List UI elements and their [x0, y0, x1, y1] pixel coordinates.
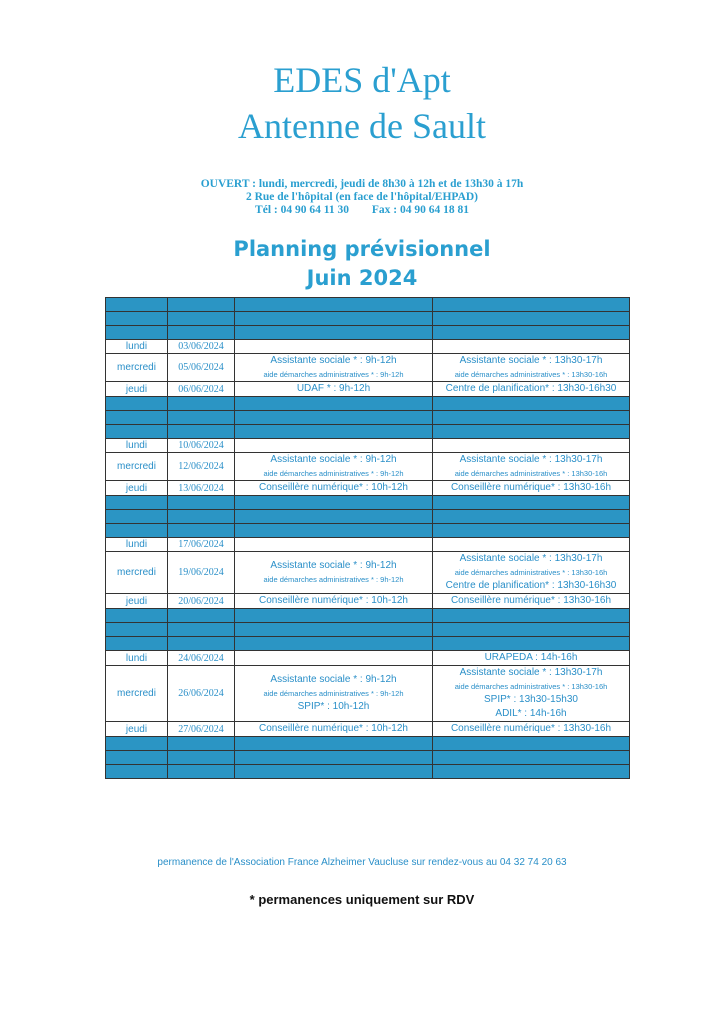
permanence-entry: Assistante sociale * : 9h-12h: [270, 560, 397, 571]
band-cell: [168, 326, 235, 340]
date-cell: 06/06/2024: [168, 382, 235, 397]
schedule-row: [106, 354, 630, 382]
band-cell: [433, 411, 630, 425]
date-cell: 05/06/2024: [168, 354, 235, 382]
band-cell: [106, 312, 168, 326]
band-cell: [106, 765, 168, 779]
band-cell: [433, 737, 630, 751]
band-cell: [168, 524, 235, 538]
day-cell: lundi: [106, 538, 168, 552]
band-cell: [168, 510, 235, 524]
band-cell: [235, 524, 433, 538]
band-cell: [235, 411, 433, 425]
separator-band: [106, 765, 630, 779]
afternoon-cell: [433, 340, 630, 354]
band-cell: [106, 637, 168, 651]
permanence-entry: SPIP* : 13h30-15h30: [484, 694, 578, 705]
band-cell: [433, 609, 630, 623]
band-cell: [235, 623, 433, 637]
contact-line: [0, 204, 724, 217]
morning-cell: [235, 354, 433, 382]
separator-band: [106, 751, 630, 765]
date-cell: 13/06/2024: [168, 481, 235, 496]
alzheimer-note: permanence de l'Association France Alzheimer Vaucluse sur rendez-vous au 04 32 74 20 63: [157, 857, 567, 868]
schedule-row: [106, 552, 630, 594]
permanence-entry: Conseillère numérique* : 10h-12h: [259, 595, 408, 606]
band-cell: [235, 397, 433, 411]
separator-band: [106, 326, 630, 340]
band-cell: [235, 298, 433, 312]
separator-band: [106, 411, 630, 425]
permanence-entry: Conseillère numérique* : 10h-12h: [259, 723, 408, 734]
band-cell: [168, 737, 235, 751]
address: 2 Rue de l'hôpital (en face de l'hôpital/EHPAD): [245, 191, 479, 203]
day-cell: jeudi: [106, 382, 168, 397]
rdv-note: * permanences uniquement sur RDV: [249, 892, 475, 907]
day-cell: jeudi: [106, 481, 168, 496]
permanence-entry: aide démarches administratives * : 13h30-16h: [454, 469, 608, 478]
separator-band: [106, 623, 630, 637]
fax-number: Fax : 04 90 64 18 81: [371, 204, 469, 216]
afternoon-cell: [433, 651, 630, 666]
band-cell: [106, 524, 168, 538]
schedule-row: [106, 651, 630, 666]
schedule-row: [106, 453, 630, 481]
day-cell: jeudi: [106, 594, 168, 609]
date-cell: 19/06/2024: [168, 552, 235, 594]
planning-title: Planning prévisionnel: [233, 237, 491, 261]
band-cell: [433, 637, 630, 651]
date-cell: 17/06/2024: [168, 538, 235, 552]
band-cell: [235, 312, 433, 326]
date-cell: 10/06/2024: [168, 439, 235, 453]
morning-cell: [235, 722, 433, 737]
band-cell: [235, 609, 433, 623]
afternoon-cell: [433, 722, 630, 737]
band-cell: [106, 425, 168, 439]
schedule-row: [106, 481, 630, 496]
band-cell: [168, 425, 235, 439]
band-cell: [168, 609, 235, 623]
morning-cell: [235, 651, 433, 666]
afternoon-cell: [433, 453, 630, 481]
band-cell: [106, 609, 168, 623]
day-cell: lundi: [106, 651, 168, 666]
band-cell: [433, 312, 630, 326]
band-cell: [433, 425, 630, 439]
page-subtitle: Antenne de Sault: [238, 106, 486, 146]
day-cell: mercredi: [106, 666, 168, 722]
permanence-entry: Assistante sociale * : 9h-12h: [270, 355, 397, 366]
permanence-entry: aide démarches administratives * : 9h-12h: [263, 575, 404, 584]
permanence-entry: UDAF * : 9h-12h: [296, 383, 371, 394]
band-cell: [433, 510, 630, 524]
separator-band: [106, 496, 630, 510]
separator-band: [106, 298, 630, 312]
band-cell: [235, 737, 433, 751]
permanence-entry: aide démarches administratives * : 13h30-16h: [454, 370, 608, 379]
band-cell: [433, 623, 630, 637]
morning-cell: [235, 666, 433, 722]
date-cell: 12/06/2024: [168, 453, 235, 481]
band-cell: [235, 326, 433, 340]
permanence-entry: Conseillère numérique* : 13h30-16h: [450, 723, 612, 734]
schedule-row: [106, 538, 630, 552]
band-cell: [433, 524, 630, 538]
permanence-entry: Assistante sociale * : 9h-12h: [270, 454, 397, 465]
permanence-entry: aide démarches administratives * : 13h30-16h: [454, 568, 608, 577]
separator-band: [106, 510, 630, 524]
band-cell: [235, 751, 433, 765]
band-cell: [235, 637, 433, 651]
day-cell: lundi: [106, 439, 168, 453]
band-cell: [106, 496, 168, 510]
band-cell: [106, 623, 168, 637]
date-cell: 26/06/2024: [168, 666, 235, 722]
band-cell: [168, 496, 235, 510]
separator-band: [106, 609, 630, 623]
band-cell: [235, 510, 433, 524]
day-cell: mercredi: [106, 453, 168, 481]
day-cell: mercredi: [106, 552, 168, 594]
morning-cell: [235, 552, 433, 594]
band-cell: [168, 312, 235, 326]
band-cell: [235, 496, 433, 510]
schedule-row: [106, 722, 630, 737]
band-cell: [106, 510, 168, 524]
band-cell: [106, 397, 168, 411]
schedule-row: [106, 439, 630, 453]
band-cell: [168, 623, 235, 637]
permanence-entry: Conseillère numérique* : 10h-12h: [259, 482, 408, 493]
schedule-row: [106, 382, 630, 397]
planning-month: Juin 2024: [306, 266, 418, 290]
band-cell: [433, 751, 630, 765]
afternoon-cell: [433, 666, 630, 722]
band-cell: [235, 425, 433, 439]
afternoon-cell: [433, 594, 630, 609]
morning-cell: [235, 439, 433, 453]
permanence-entry: Conseillère numérique* : 13h30-16h: [450, 595, 612, 606]
morning-cell: [235, 481, 433, 496]
separator-band: [106, 312, 630, 326]
date-cell: 03/06/2024: [168, 340, 235, 354]
permanence-entry: URAPEDA : 14h-16h: [484, 652, 578, 663]
permanence-entry: Centre de planification* : 13h30-16h30: [445, 383, 617, 394]
morning-cell: [235, 382, 433, 397]
afternoon-cell: [433, 354, 630, 382]
band-cell: [106, 737, 168, 751]
permanence-entry: aide démarches administratives * : 9h-12h: [263, 370, 404, 379]
band-cell: [168, 411, 235, 425]
separator-band: [106, 637, 630, 651]
band-cell: [106, 298, 168, 312]
permanence-entry: aide démarches administratives * : 9h-12h: [263, 469, 404, 478]
permanence-entry: Centre de planification* : 13h30-16h30: [445, 580, 617, 591]
afternoon-cell: [433, 439, 630, 453]
permanence-entry: aide démarches administratives * : 13h30-16h: [454, 682, 608, 691]
band-cell: [106, 411, 168, 425]
band-cell: [433, 326, 630, 340]
afternoon-cell: [433, 538, 630, 552]
day-cell: jeudi: [106, 722, 168, 737]
schedule-row: [106, 594, 630, 609]
schedule-row: [106, 666, 630, 722]
date-cell: 24/06/2024: [168, 651, 235, 666]
permanence-entry: Assistante sociale * : 13h30-17h: [459, 355, 603, 366]
opening-hours: OUVERT : lundi, mercredi, jeudi de 8h30 à 12h et de 13h30 à 17h: [200, 178, 524, 190]
separator-band: [106, 737, 630, 751]
phone-number: Tél : 04 90 64 11 30: [255, 204, 349, 216]
band-cell: [106, 751, 168, 765]
afternoon-cell: [433, 481, 630, 496]
schedule-row: [106, 340, 630, 354]
separator-band: [106, 425, 630, 439]
permanence-entry: Assistante sociale * : 13h30-17h: [459, 454, 603, 465]
morning-cell: [235, 538, 433, 552]
permanence-entry: ADIL* : 14h-16h: [495, 708, 567, 719]
permanence-entry: aide démarches administratives * : 9h-12h: [263, 689, 404, 698]
band-cell: [235, 765, 433, 779]
band-cell: [168, 637, 235, 651]
morning-cell: [235, 594, 433, 609]
afternoon-cell: [433, 382, 630, 397]
date-cell: 20/06/2024: [168, 594, 235, 609]
morning-cell: [235, 340, 433, 354]
band-cell: [433, 496, 630, 510]
afternoon-cell: [433, 552, 630, 594]
band-cell: [168, 751, 235, 765]
band-cell: [433, 765, 630, 779]
date-cell: 27/06/2024: [168, 722, 235, 737]
band-cell: [433, 298, 630, 312]
page-title: EDES d'Apt: [273, 60, 451, 100]
band-cell: [168, 397, 235, 411]
band-cell: [106, 326, 168, 340]
permanence-entry: Conseillère numérique* : 13h30-16h: [450, 482, 612, 493]
day-cell: lundi: [106, 340, 168, 354]
day-cell: mercredi: [106, 354, 168, 382]
band-cell: [168, 298, 235, 312]
permanence-entry: SPIP* : 10h-12h: [297, 701, 370, 712]
permanence-entry: Assistante sociale * : 9h-12h: [270, 674, 397, 685]
morning-cell: [235, 453, 433, 481]
permanence-entry: Assistante sociale * : 13h30-17h: [459, 667, 603, 678]
band-cell: [433, 397, 630, 411]
schedule-table: [105, 297, 630, 779]
band-cell: [168, 765, 235, 779]
separator-band: [106, 524, 630, 538]
permanence-entry: Assistante sociale * : 13h30-17h: [459, 553, 603, 564]
separator-band: [106, 397, 630, 411]
